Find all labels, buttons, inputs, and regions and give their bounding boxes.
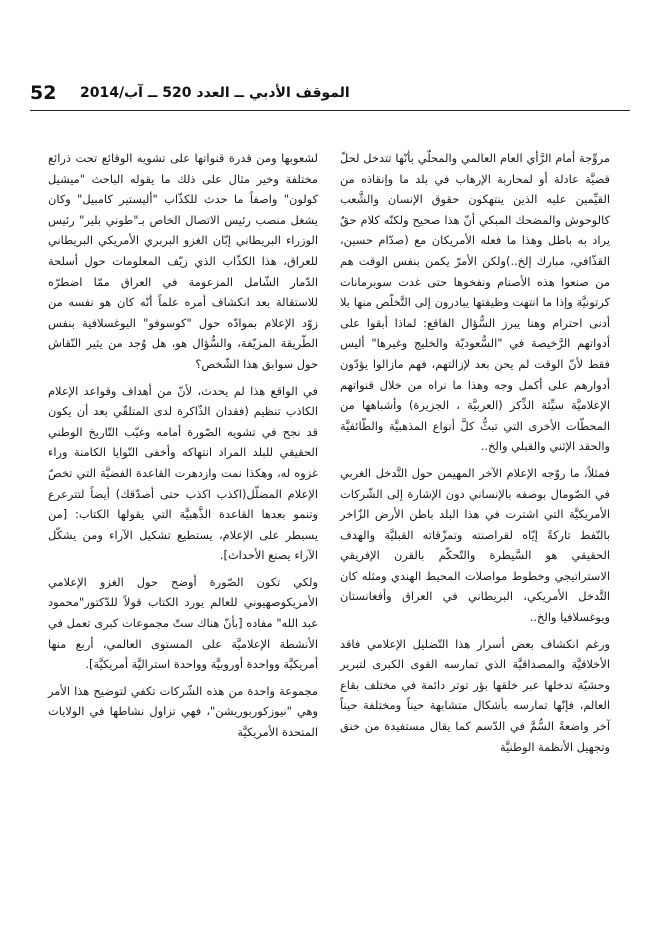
paragraph: مروِّجة أمام الرَّأي العام العالمي والمحلّي بأنّها تتدخل لحلّ قضيَّة عادلة أو لمحاربة الإرهاب في بلد ما وإنقاذه من القيِّمين عليه الذين ينتهكون حقوق الإنسان والشَّعب كالوحوش والمضحك المبكي أنّ هذا صحيح ولكنّه كلام حقٌ يراد به باطل وهذا ما فعله الأمريكان مع (صدّام حسين، القذّافي، مبارك إلخ..)ولكن الأمرّ يكمن بنفس الوقت هم من صنعوا هذه الأصنام ونفخوها حتى غدت سوبرمانات كرتونيَّة وإذا ما انتهت وظيفتها يبادرون إلى التَّخلّص منها بلا أدنى احترام وهنا يبرز السُّؤال الفاقع: لماذا أبقوا على أدواتهم الرَّخيصة في "السُّعوديّة والخليج وغيرها" أليس فقط لأنّ الوقت لم يحن بعد لإزالتهم، فهم مازالوا يؤدّون أدوارهم على أكمل وجه وهذا ما نراه من خلال قنواتهم الإعلاميَّة سيِّئة الذِّكر (العربيَّة ، الجزيرة) وأشباهها من المحطّات الأخرى التي تبثُّ كلَّ أنواع المذهبيَّة والطّائفيَّة والحقد الإثني والقبلي والخ.. (340, 151, 610, 454)
left-column (48, 148, 318, 746)
header-rule (30, 110, 630, 111)
paragraph: لشعوبها ومن قدرة قنواتها على تشويه الوقائع تحت ذرائع مختلفة وخير مثال على ذلك ما يقوله الباحث "ميشيل كولون" واصفاً ما حدث للكذّاب "أليستير كامبيل" وكان يشغل منصب رئيس الاتصال الخاص بـ"طوني بلير" رئيس الوزراء البريطاني إبّان الغزو البربري الأمريكي البريطاني للعراق، هذا الكذّاب الذي زيّف المعلومات حول أسلحة الدّمار الشّامل المزعومة في العراق ممّا اضطرّه للاستقالة بعد انكشاف أمره علماً أنّه كان هو نفسه من زوّد الإعلام بموادّه حول "كوسوفو" اليوغسلافية بنفس الطّريقة المزيّفة، والسُّؤال هو، هل وُجد من يثير النّقاش حول سوابق هذا الشّخص؟ (48, 151, 318, 371)
paragraph: ولكي تكون الصّورة أوضح حول الغزو الإعلامي الأمريكوصهيوني للعالم يورد الكتاب قولاً للدّكتور"محمود عبد الله" مفاده [بأنّ هناك ستّ مجموعات كبرى تعمل في الأنشطة الإعلاميَّة على المستوى العالمي، أربع منها أمريكيَّة وواحدة أوروبيَّة وواحدة استراليَّة أمريكيَّة]. (48, 574, 318, 672)
page-header (30, 80, 630, 114)
paragraph: فمثلاً، ما روّجه الإعلام الآخر المهيمن حول التَّدخل الغربي في الصّومال بوصفه بالإنساني دون الإشارة إلى الشّركات الأمريكيَّة التي اشترت في هذا البلد باطن الأرض الزّاخر بالنّفط تاركةً إيّاه لقراصنته وتمزّقاته القبليَّة والهدف الحقيقي هو السَّيطرة والتّحكّم بالقرن الإفريقي الاستراتيجي وخطوط مواصلات المحيط الهندي ومثله كان التَّدخل الأمريكي، البريطاني في العراق وأفغانستان ويوغسلافيا والخ.. (340, 465, 610, 625)
paragraph: مجموعة واحدة من هذه الشّركات تكفي لتوضيح هذا الأمر وهي "نيوزكوربوريشن"، فهي تزاول نشاطها في الولايات المتحدة الأمريكيَّة (48, 683, 318, 740)
paragraph: في الواقع هذا لم يحدث، لأنّ من أهداف وقواعد الإعلام الكاذب تنظيم (فقدان الذّاكرة لدى المتلقّي بعد أن يكون قد نجح في تشويه الصّورة أمامه وغيّب التّاريخ الوطني الحقيقي للبلد المراد انتهاكه وأخفى النّوايا الكامنة وراء غزوه له، وهكذا نمت وازدهرت القاعدة الفضيَّة التي تخصّ الإعلام المضلّل(اكذب اكذب حتى أصدّقك) أيضاً لتترعرع وتنمو بعدها القاعدة الذَّهبيَّة التي يقولها الكتاب: [من يسيطر على الإعلام، يستطيع تشكيل الآراء ومن يشكّل الآراء يصنع الأحداث]. (48, 383, 318, 563)
running-title: الموقف الأدبي ــ العدد 520 ــ آب/2014 (80, 85, 350, 101)
page-number: 52 (30, 82, 57, 104)
right-column (340, 148, 610, 760)
paragraph: ورغم انكشاف بعض أسرار هذا التّضليل الإعلامي فاقد الأخلاقيَّة والمصداقيَّة الذي تمارسه القوى الكبرى لتبرير وحشيّة تدخلها عبر خلقها بؤر توتر دائمة في مختلف بقاع العالم، فإنّها تمارسه بأشكال متشابهة حيناً ومختلفة حيناً آخر واضعةً السُّمَّ في الدّسم كما يقال مستفيدة من خنق وتجهيل الأنظمة الوطنيَّة (340, 636, 610, 754)
